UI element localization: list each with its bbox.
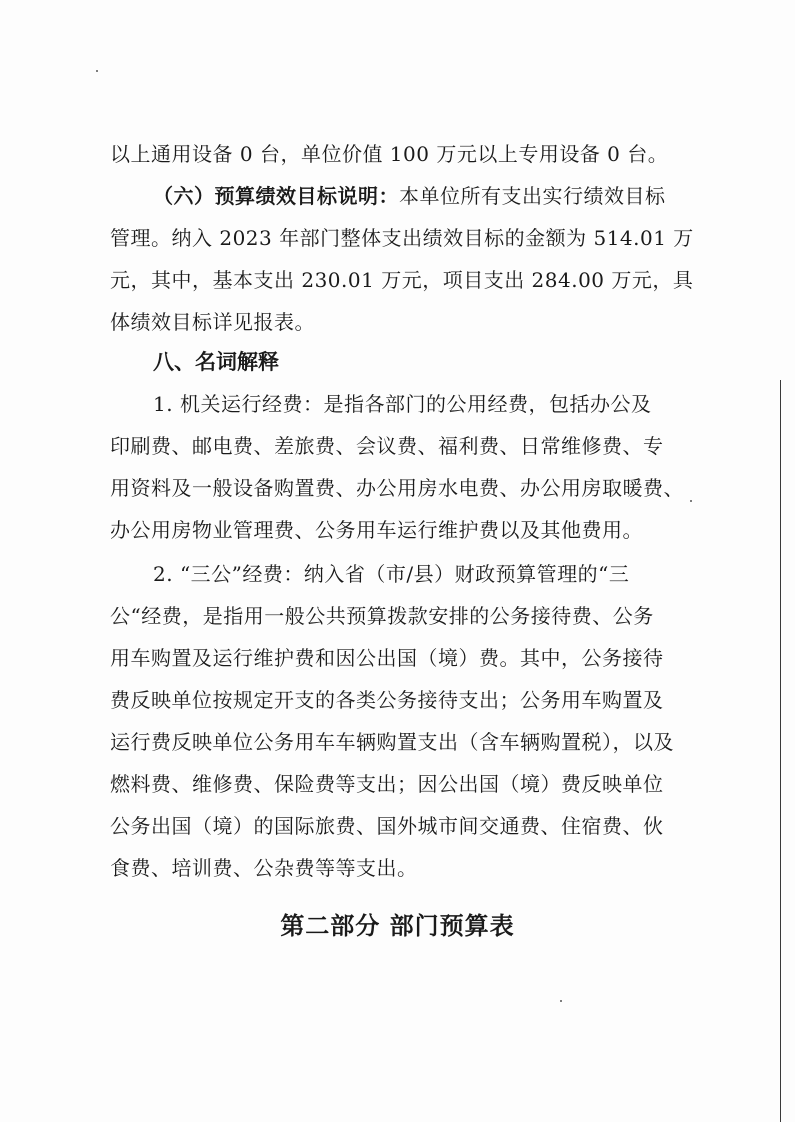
paragraph-line: 公“经费，是指用一般公共预算拨款安排的公务接待费、公务: [110, 604, 654, 628]
scan-speck: [96, 70, 98, 72]
part-title: 第二部分 部门预算表: [280, 911, 515, 940]
paragraph-line: 办公用房物业管理费、公务用车运行维护费以及其他费用。: [110, 518, 643, 542]
scan-edge-line: [780, 380, 781, 1122]
paragraph-line: 用资料及一般设备购置费、办公用房水电费、办公用房取暖费、: [110, 476, 684, 500]
paragraph-line: 以上通用设备 0 台，单位价值 100 万元以上专用设备 0 台。: [110, 142, 669, 166]
paragraph-line: 食费、培训费、公杂费等等支出。: [110, 856, 418, 880]
paragraph-line: 公务出国（境）的国际旅费、国外城市间交通费、住宿费、伙: [110, 814, 664, 838]
scan-speck: [690, 500, 692, 502]
paragraph-line: 用车购置及运行维护费和因公出国（境）费。其中，公务接待: [110, 646, 664, 670]
paragraph-line: 燃料费、维修费、保险费等支出；因公出国（境）费反映单位: [110, 772, 664, 796]
paragraph-line: 印刷费、邮电费、差旅费、会议费、福利费、日常维修费、专: [110, 434, 664, 458]
paragraph-line: [153, 182, 733, 210]
paragraph-line: 运行费反映单位公务用车车辆购置支出（含车辆购置税），以及: [110, 730, 674, 754]
paragraph-line: 体绩效目标详见报表。: [110, 310, 315, 334]
paragraph-line: 2. “三公”经费：纳入省（市/县）财政预算管理的“三: [153, 562, 630, 586]
paragraph-text: 本单位所有支出实行绩效目标: [399, 184, 666, 208]
paragraph-line: 元，其中，基本支出 230.01 万元，项目支出 284.00 万元，具: [110, 268, 694, 292]
section-heading: 八、名词解释: [153, 349, 279, 374]
scan-speck: [560, 1000, 562, 1002]
subheading-performance: （六）预算绩效目标说明：: [153, 184, 399, 208]
paragraph-line: 管理。纳入 2023 年部门整体支出绩效目标的金额为 514.01 万: [110, 226, 694, 250]
paragraph-line: 费反映单位按规定开支的各类公务接待支出；公务用车购置及: [110, 688, 664, 712]
paragraph-line: 1. 机关运行经费：是指各部门的公用经费，包括办公及: [153, 392, 652, 416]
